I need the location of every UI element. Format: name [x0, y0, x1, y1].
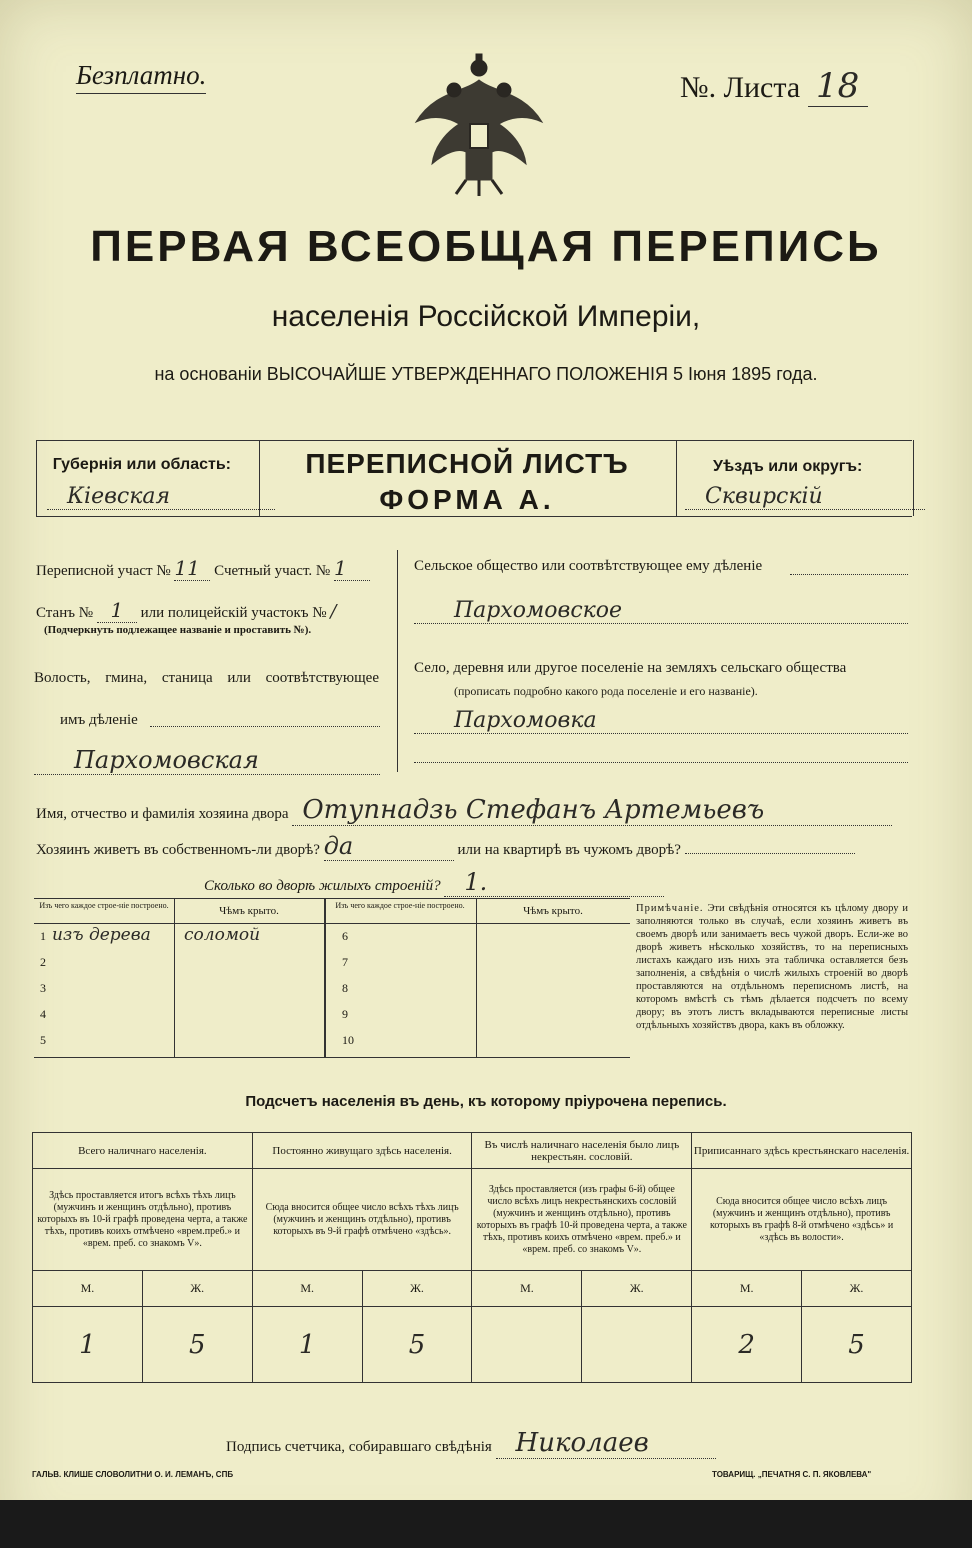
printer-left: ГАЛЬВ. КЛИШЕ СЛОВОЛИТНИ О. И. ЛЕМАНЪ, СПБ — [32, 1470, 234, 1479]
census-plot-label: Переписной участ № — [36, 563, 171, 579]
form-sheet-title: ПЕРЕПИСНОЙ ЛИСТЪ — [305, 448, 629, 479]
count-col-3-f-label: Ж. — [582, 1271, 692, 1307]
count-col-4-head: Приписаннаго здѣсь крестьянскаго населенія. — [692, 1133, 912, 1169]
own-yard-label: Хозяинъ живетъ въ собственномъ-ли дворѣ? — [36, 842, 320, 858]
count-plot-label: Счетный участ. № — [214, 563, 331, 579]
form-main-title: ПЕРВАЯ ВСЕОБЩАЯ ПЕРЕПИСЬ — [90, 222, 882, 271]
count-col-3-f-value — [582, 1307, 692, 1383]
population-count-table — [32, 1132, 912, 1383]
count-col-2-m-label: М. — [252, 1271, 362, 1307]
buildings-row-8-num: 8 — [342, 981, 348, 995]
district-cell — [676, 440, 914, 516]
count-col-1-f-label: Ж. — [142, 1271, 252, 1307]
district-value: Сквирскій — [685, 484, 925, 510]
middle-divider — [397, 550, 398, 772]
society-value: Пархомовское — [414, 598, 908, 624]
count-col-3-m-label: М. — [472, 1271, 582, 1307]
count-col-4-m-label: М. — [692, 1271, 802, 1307]
stan-label: Станъ № — [36, 605, 94, 621]
signature-label: Подпись счетчика, собиравшаго свѣдѣнія — [226, 1439, 492, 1455]
buildings-col2-head: Чѣмъ крыто. — [219, 905, 279, 917]
double-eagle-emblem-icon — [404, 52, 554, 197]
village-value: Пархомовка — [414, 708, 908, 734]
buildings-row-1-num: 1 — [40, 929, 46, 943]
village-label: Село, деревня или другое поселеніе на земляхъ сельскаго общества — [414, 660, 847, 676]
buildings-value: 1. — [444, 868, 664, 897]
village-note: (прописать подробно какого рода поселеніе и его названіе). — [454, 684, 758, 698]
province-value: Кіевская — [47, 484, 275, 510]
volost-label-line2: имъ дѣленіе — [60, 712, 138, 728]
buildings-row-2-num: 2 — [40, 955, 46, 969]
province-label: Губернія или область: — [52, 456, 231, 473]
own-yard-value: да — [324, 832, 454, 861]
society-line1 — [790, 574, 908, 575]
count-col-4-f-value: 5 — [802, 1307, 912, 1383]
society-label: Сельское общество или соотвѣтствующее ему дѣленіе — [414, 558, 763, 574]
buildings-col1-head: Изъ чего каждое строе-ніе построено. — [39, 901, 169, 910]
owner-name-value: Отупнадзь Стефанъ Артемьевъ — [292, 795, 892, 826]
province-cell — [36, 440, 260, 516]
buildings-row-3-num: 3 — [40, 981, 46, 995]
form-basis-line: на основаніи ВЫСОЧАЙШЕ УТВЕРЖДЕННАГО ПОЛОЖЕНІЯ 5 Іюня 1895 года. — [154, 364, 818, 384]
count-col-2-f-value: 5 — [362, 1307, 472, 1383]
form-subtitle: населенія Россійской Имперіи, — [271, 300, 701, 333]
buildings-label: Сколько во дворѣ жилыхъ строеній? — [204, 878, 441, 894]
volost-value: Пархомовская — [34, 746, 380, 775]
buildings-row-1-material: изъ дерева — [52, 925, 151, 945]
stan-note: (Подчеркнуть подлежащее названіе и проставить №). — [44, 624, 312, 636]
rent-label: или на квартирѣ въ чужомъ дворѣ? — [457, 842, 681, 858]
count-col-2-m-value: 1 — [252, 1307, 362, 1383]
count-col-1-f-value: 5 — [142, 1307, 252, 1383]
buildings-row-5-num: 5 — [40, 1033, 46, 1047]
count-col-3-m-value — [472, 1307, 582, 1383]
buildings-col3-head: Изъ чего каждое строе-ніе построено. — [335, 901, 465, 910]
count-col-4-f-label: Ж. — [802, 1271, 912, 1307]
count-col-1-desc: Здѣсь проставляется итогъ всѣхъ тѣхъ лицъ (мужчинъ и женщинъ отдѣльно), противъ которыхъ въ 10-й графѣ проведена черта, а также тѣхъ, противъ коихъ отмѣчено «врем.преб.» и «врем. преб. со знакомъ V». — [33, 1169, 253, 1271]
police-label: или полицейскій участокъ № — [140, 605, 327, 621]
form-sheet-type: ФОРМА А. — [379, 484, 555, 515]
buildings-row-6-num: 6 — [342, 929, 348, 943]
count-col-3-desc: Здѣсь проставляется (изъ графы 6-й) общее число всѣхъ лицъ некрестьянскихъ сословій (мужчинъ и женщинъ отдѣльно), противъ которыхъ въ графѣ 10-й проведена черта, а также тѣхъ, противъ коихъ отмѣчено «врем. преб.» и «врем. преб. со знакомъ V». — [472, 1169, 692, 1271]
volost-label-line1: Волость, гмина, станица или соотвѣтствующее — [34, 670, 379, 686]
buildings-row-7-num: 7 — [342, 955, 348, 969]
form-box-bottom-rule — [36, 516, 912, 517]
count-col-2-head: Постоянно живущаго здѣсь населенія. — [252, 1133, 472, 1169]
count-col-1-m-label: М. — [33, 1271, 143, 1307]
census-plot-value: 11 — [174, 556, 210, 581]
buildings-row-1-roof: соломой — [184, 925, 261, 945]
count-title: Подсчетъ населенія въ день, къ которому пріурочена перепись. — [245, 1093, 727, 1110]
count-col-1-head: Всего наличнаго населенія. — [33, 1133, 253, 1169]
count-col-1-m-value: 1 — [33, 1307, 143, 1383]
count-col-3-head: Въ числѣ наличнаго населенія было лицъ некрестьян. сословій. — [472, 1133, 692, 1169]
count-plot-value: 1 — [334, 556, 370, 581]
district-label: Уѣздъ или округъ: — [713, 458, 863, 475]
note-title: Примѣчаніе. — [636, 903, 704, 914]
sheet-number-label: №. Листа — [680, 71, 801, 104]
count-col-4-m-value: 2 — [692, 1307, 802, 1383]
count-col-2-f-label: Ж. — [362, 1271, 472, 1307]
buildings-row-10-num: 10 — [342, 1033, 354, 1047]
scan-bottom-edge — [0, 1500, 972, 1548]
count-col-2-desc: Сюда вносится общее число всѣхъ тѣхъ лицъ (мужчинъ и женщинъ отдѣльно), противъ которыхъ въ 9-й графѣ отмѣчено «здѣсь». — [252, 1169, 472, 1271]
buildings-row-9-num: 9 — [342, 1007, 348, 1021]
stan-value: 1 — [97, 598, 137, 623]
buildings-col4-head: Чѣмъ крыто. — [523, 905, 583, 917]
buildings-table — [34, 898, 630, 1058]
buildings-row-4-num: 4 — [40, 1007, 46, 1021]
signature-value: Николаев — [496, 1428, 716, 1459]
count-col-4-desc: Сюда вносится общее число всѣхъ лицъ (мужчинъ и женщинъ отдѣльно), противъ которыхъ въ графѣ 8-й отмѣчено «здѣсь» и «здѣсь въ волости». — [692, 1169, 912, 1271]
printer-right: ТОВАРИЩ. „ПЕЧАТНЯ С. П. ЯКОВЛЕВА" — [712, 1470, 872, 1479]
rent-value-line — [685, 853, 855, 854]
free-label: Безплатно. — [76, 60, 206, 94]
volost-line1 — [150, 726, 380, 727]
note-text: Эти свѣдѣнія относятся къ цѣлому двору и заполняются только въ случаѣ, если хозяинъ живетъ въ своемъ дворѣ или занимаетъ весь чужой дворъ. Если-же во дворѣ живетъ нѣсколько хозяйствъ, то на переписныхъ листахъ каждаго изъ нихъ эта табличка оставляется безъ заполненія, а свѣдѣнія о числѣ жилыхъ строеній во дворѣ проставляются на отдѣльномъ переписномъ листѣ, на которомъ вмѣстѣ съ тѣмъ дѣлается подсчетъ по всему двору; въ этотъ листъ вкладываются переписные листы отдѣльныхъ хозяйствъ двора, какъ въ обложку. — [636, 903, 909, 1031]
police-value: / — [330, 601, 337, 622]
owner-name-label: Имя, отчество и фамилія хозяина двора — [36, 806, 289, 822]
village-line2 — [414, 762, 908, 763]
sheet-number-value: 18 — [808, 66, 868, 107]
buildings-note — [636, 902, 908, 1032]
buildings-header-rule — [34, 923, 630, 924]
